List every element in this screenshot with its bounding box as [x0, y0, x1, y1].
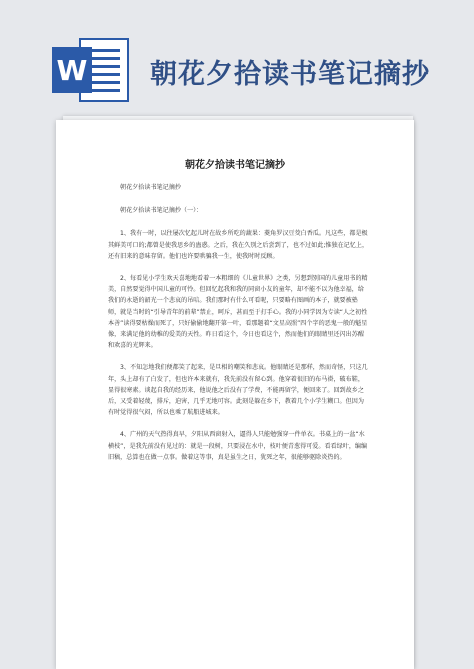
paragraph: 1、我有一时，以往屡次忆起儿时在故乡所吃的蔬果：菱角罗汉豆茭白香瓜。凡这些，都是极其鲜美可口的;都曾是使我思乡的蛊惑。之后，我在久别之后尝到了，也不过如此;惟独在记忆上，还有旧来的意味存留。他们也许要哄骗我一生，使我时时反顾。 [108, 230, 369, 260]
word-logo-letter: W [56, 54, 88, 87]
paragraph: 2、每看见小学生欢天喜地地看着一本粗细的《儿童世界》之类，另想到别国的儿童用书的精美，自然要觉得中国儿童的可怜。但回忆起我和我的同窗小友的童年，却不能不以为他幸福，给我们的永逝的韶光一个悲哀的吊唁。我们那时有什么可看呢，只要略有图画的本子，就要被塾师，就是当时的“引导青年的前辈”禁止，呵斥，甚而至于打手心。我的小同学因为专读“人之初性本善”读得要枯燥而死了，只好偷偷地翻开第一叶，看那题着“文星高照”四个字的恶鬼一般的魁星像，来满足他的幼稚的爱美的天性。昨日看这个，今日也看这个，然而他们的眼睛里还闪出苏醒和欢喜的光辉来。 [108, 275, 368, 350]
paragraph: 3、不知怎地我们便都笑了起来，是旦相的嘲笑和悲哀。他眼睛还是那样，然而奇怪，只这几年，头上却有了白发了，但也许本来就有，我先前没有留心到。他穿着很旧的布马褂，破布鞋，显得很寒素。谈起自我的经历来，他说他之后没有了学费，不能再留学，便回来了。回到故乡之后，又受着轻蔑，排斥，迫害，几乎无地可容。此刻是躲在乡下，教着几个小学生糊口。但因为有时觉得很气闷，所以也乘了航船进城来。 [108, 364, 368, 417]
document-page [56, 120, 414, 669]
word-document-icon [50, 35, 134, 105]
section-heading: 朝花夕拾读书笔记摘抄（一）： [120, 207, 203, 215]
document-body [108, 182, 370, 474]
banner-title: 朝花夕拾读书笔记摘抄 [150, 59, 430, 90]
document-subtitle: 朝花夕拾读书笔记摘抄 [120, 184, 181, 191]
document-title: 朝花夕拾读书笔记摘抄 [185, 160, 285, 171]
paragraph: 4、广州的天气热得真早，夕阳从西窗射入，逼得人只能勉强穿一件单衣。书桌上的一盆“水横枝”，是我先前没有见过的：就是一段树，只要浸在水中，枝叶便青葱得可爱。看看绿叶，编编旧稿，总算也在做一点事。做着这等事，真是虽生之日，犹死之年，很能够驱除炎热的。 [108, 431, 368, 461]
banner [0, 0, 474, 112]
